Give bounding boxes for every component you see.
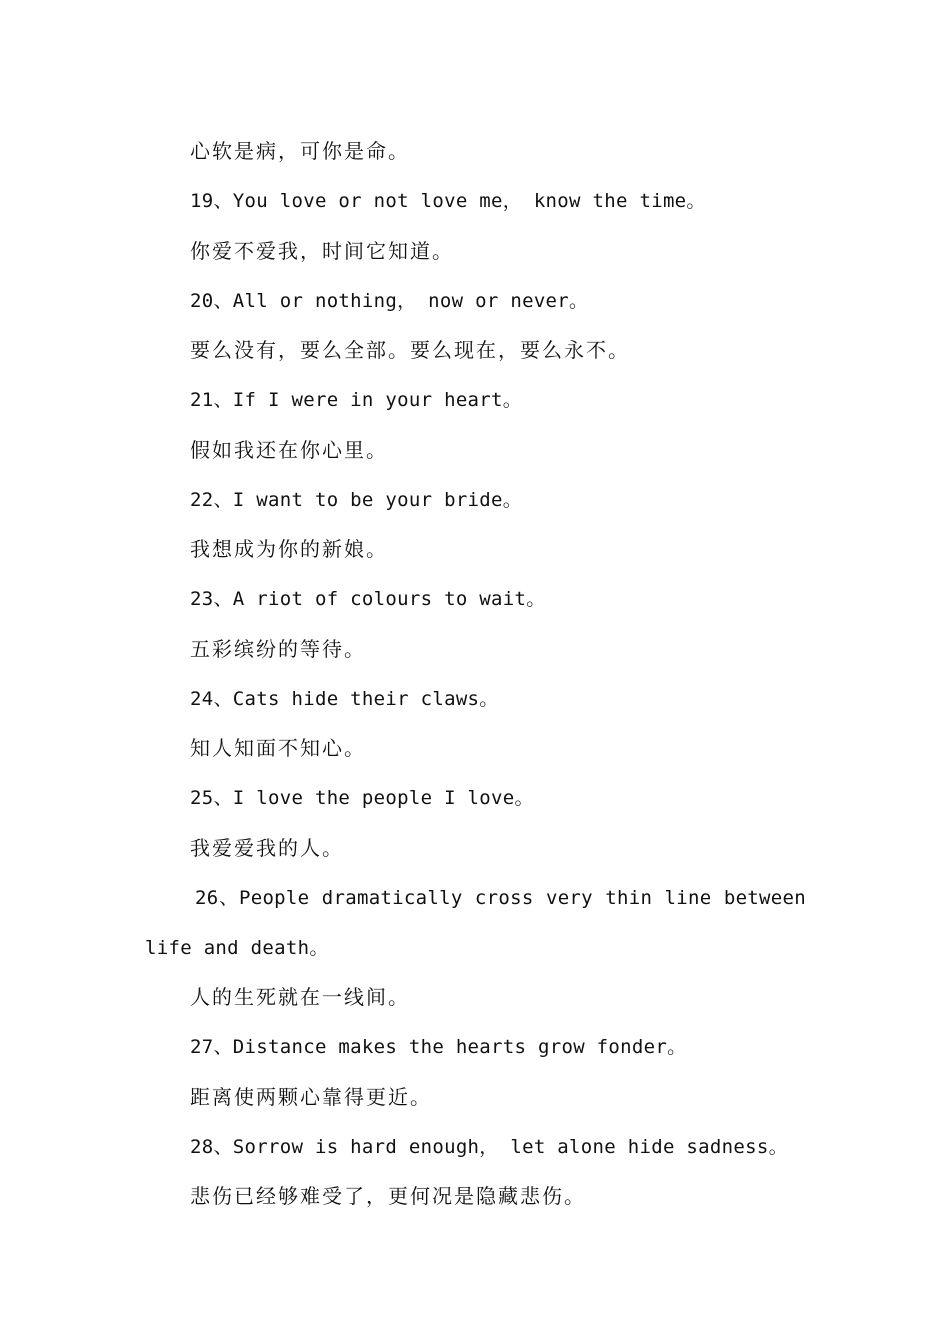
text-line-07: 假如我还在你心里。	[190, 438, 388, 462]
text-line-06: 21、If I were in your heart。	[190, 389, 523, 411]
text-line-11: 五彩缤纷的等待。	[190, 637, 366, 661]
text-line-09: 我想成为你的新娘。	[190, 537, 388, 561]
text-line-13: 知人知面不知心。	[190, 736, 366, 760]
text-line-21: 28、Sorrow is hard enough， let alone hide sadness。	[190, 1136, 788, 1158]
text-line-10: 23、A riot of colours to wait。	[190, 588, 546, 610]
text-line-18: 人的生死就在一线间。	[190, 985, 410, 1009]
text-line-05: 要么没有，要么全部。要么现在，要么永不。	[190, 338, 630, 362]
text-line-04: 20、All or nothing， now or never。	[190, 290, 589, 312]
text-line-22: 悲伤已经够难受了，更何况是隐藏悲伤。	[190, 1184, 586, 1208]
text-line-02: 19、You love or not love me， know the time。	[190, 190, 706, 212]
text-line-08: 22、I want to be your bride。	[190, 489, 523, 511]
text-line-14: 25、I love the people I love。	[190, 787, 534, 809]
text-line-12: 24、Cats hide their claws。	[190, 688, 499, 710]
text-line-01: 心软是病，可你是命。	[190, 139, 410, 163]
text-line-19: 27、Distance makes the hearts grow fonder。	[190, 1036, 687, 1058]
text-line-15: 我爱爱我的人。	[190, 836, 344, 860]
text-line-20: 距离使两颗心靠得更近。	[190, 1085, 432, 1109]
text-line-17: life and death。	[145, 937, 329, 959]
text-line-03: 你爱不爱我，时间它知道。	[190, 239, 454, 263]
text-line-16: 26、People dramatically cross very thin line between	[195, 887, 806, 909]
